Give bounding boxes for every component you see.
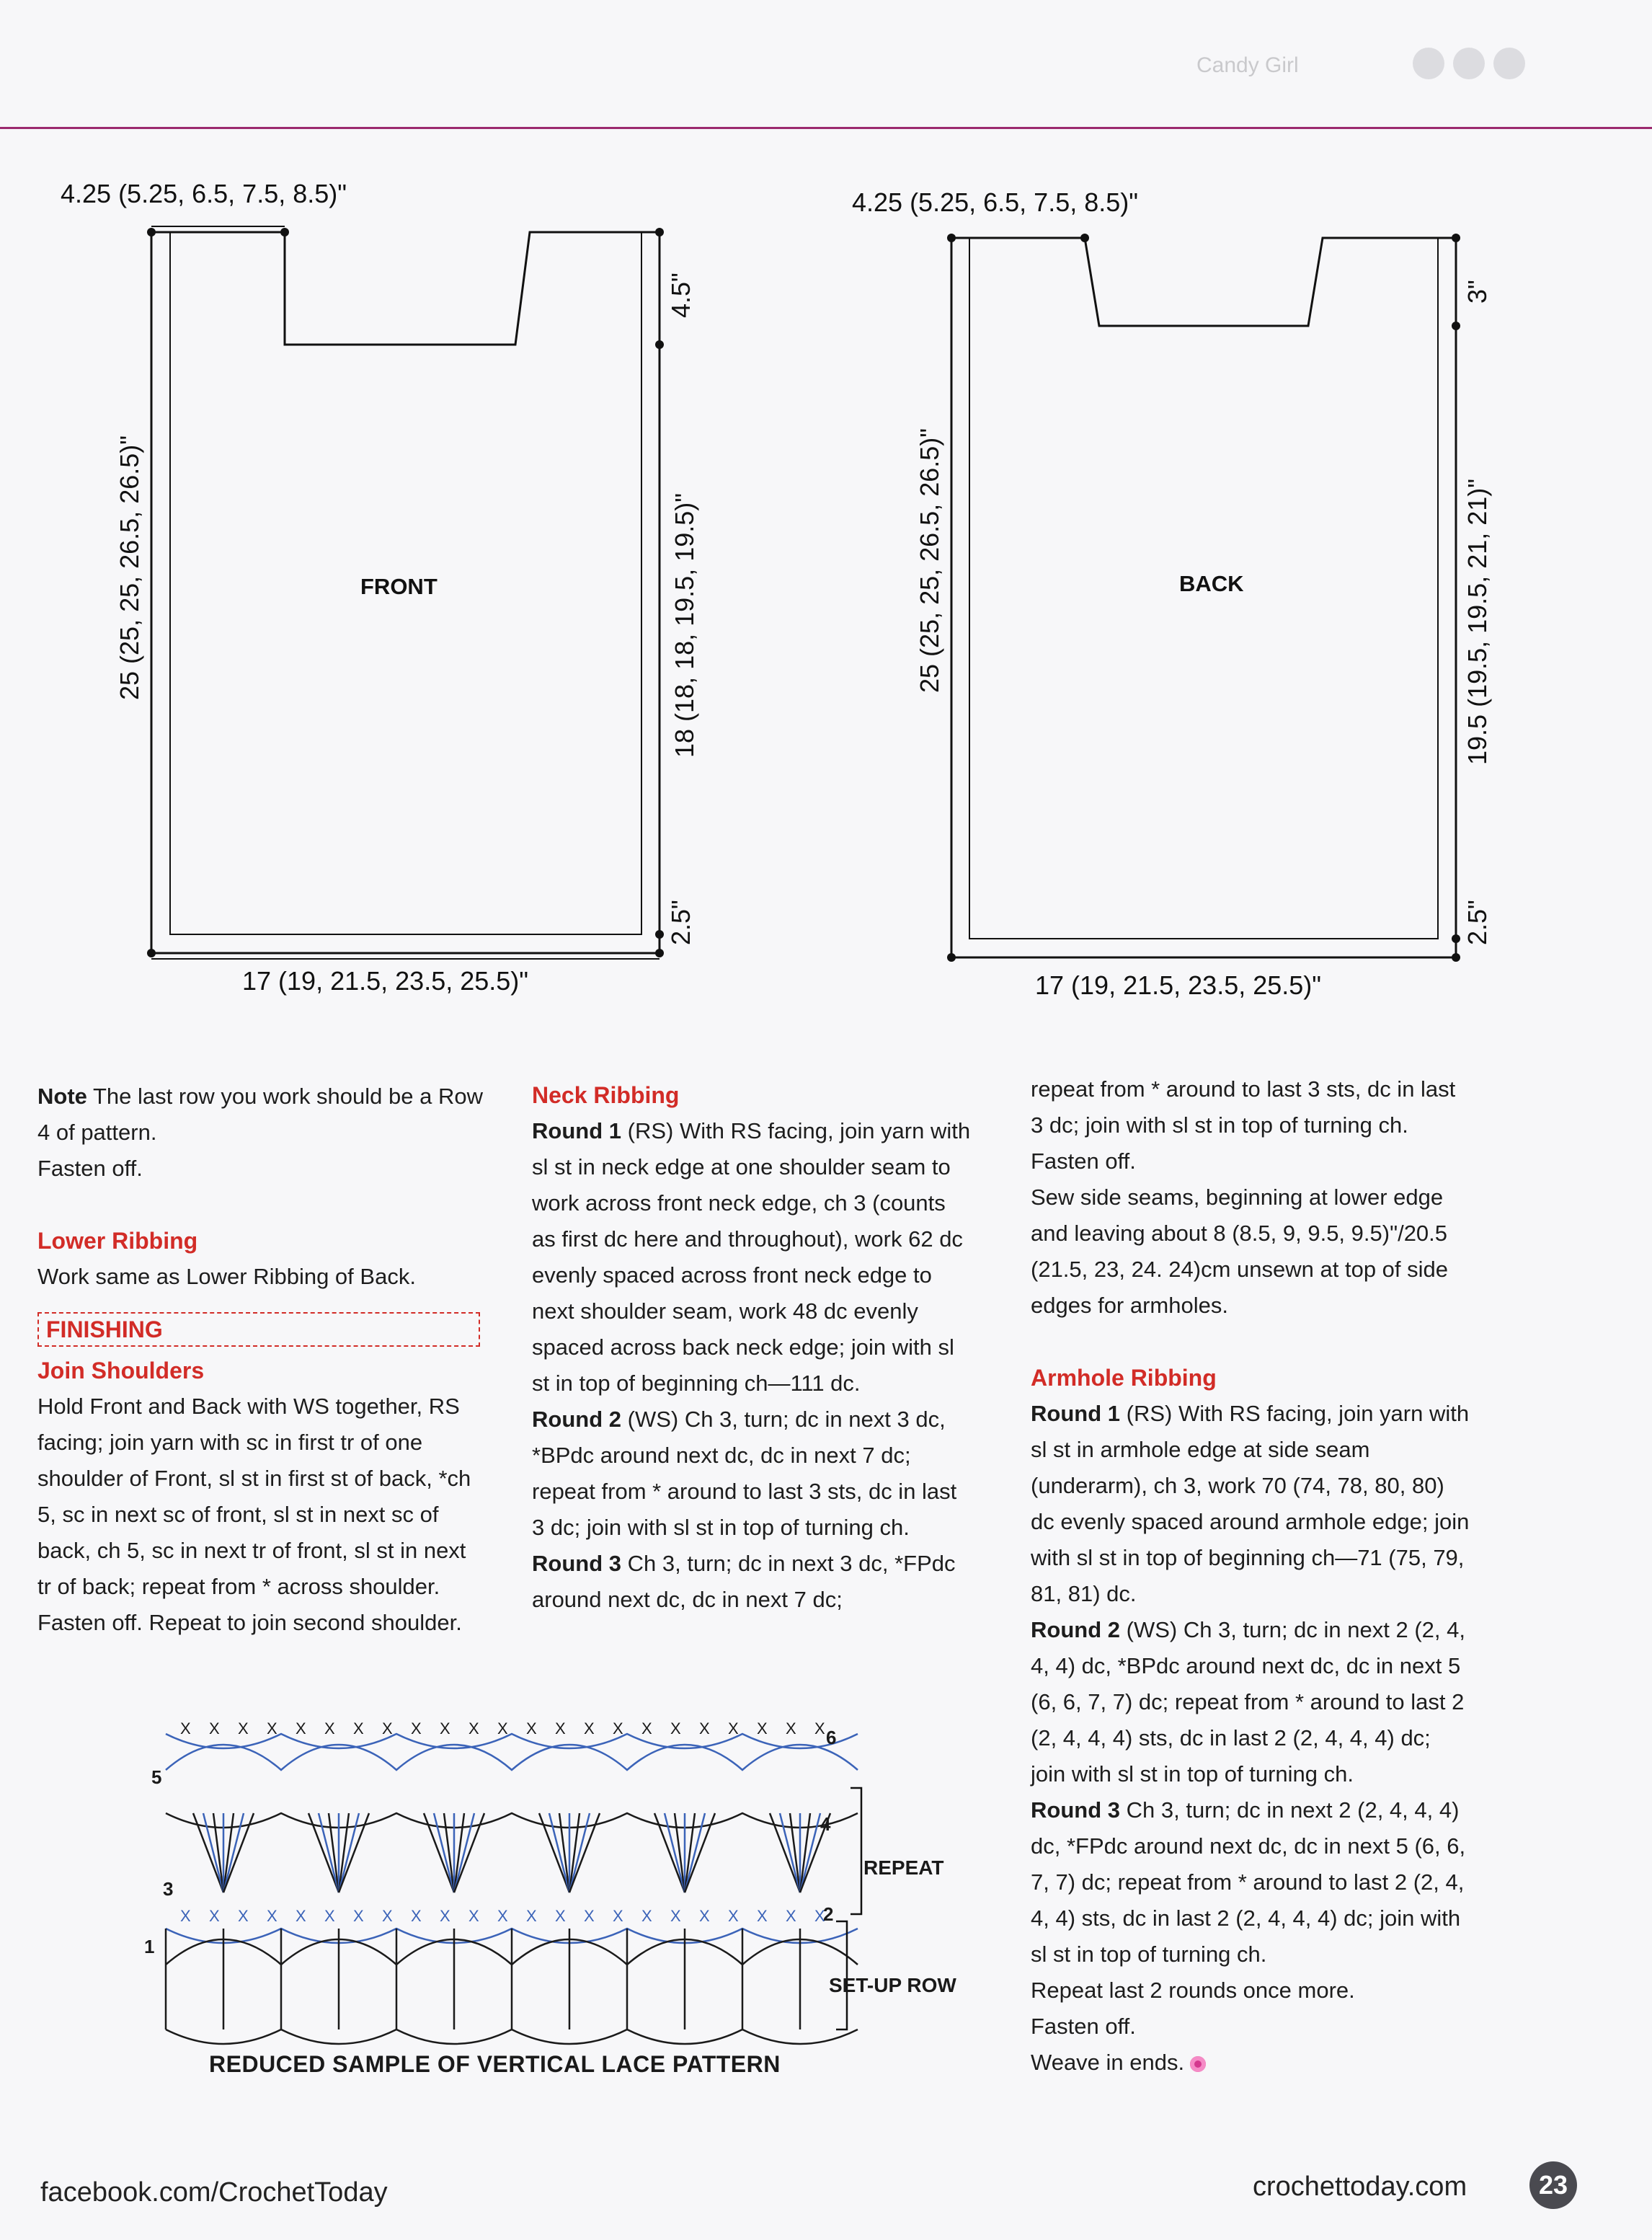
header-rule	[0, 127, 1652, 129]
single-crochet-symbol: X	[699, 1907, 710, 1925]
single-crochet-symbol: X	[670, 1907, 681, 1925]
single-crochet-symbol: X	[613, 1907, 623, 1925]
single-crochet-symbol: X	[440, 1719, 450, 1737]
double-crochet-stitch	[549, 1813, 569, 1893]
single-crochet-symbol: X	[353, 1907, 364, 1925]
armhole-round-1	[1031, 1396, 1470, 1612]
single-crochet-symbol: X	[584, 1907, 595, 1925]
note-text: The last row you work should be a Row 4 of pattern.	[37, 1084, 483, 1145]
back-neck-depth: 3"	[1462, 280, 1492, 304]
decorative-dot-icon	[1453, 48, 1485, 79]
row-number: 5	[151, 1766, 162, 1788]
single-crochet-symbol: X	[670, 1719, 681, 1737]
single-crochet-symbol: X	[209, 1719, 220, 1737]
repeat-bracket	[851, 1788, 861, 1914]
continued-text: repeat from * around to last 3 sts, dc in last 3 dc; join with sl st in top of turning ch. Fasten off.	[1031, 1076, 1456, 1174]
front-neck-depth: 4.5"	[666, 273, 696, 318]
single-crochet-symbol: X	[699, 1719, 710, 1737]
note-label: Note	[37, 1084, 87, 1109]
round-label: Round 1	[532, 1118, 621, 1143]
chain-arc-row	[166, 2029, 858, 2044]
double-crochet-stitch	[434, 1813, 454, 1893]
round-label: Round 3	[532, 1551, 621, 1576]
schematic-diagrams	[0, 166, 1652, 1031]
double-crochet-stitch	[800, 1813, 820, 1893]
single-crochet-symbol: X	[209, 1907, 220, 1925]
single-crochet-symbol: X	[786, 1907, 796, 1925]
single-crochet-symbol: X	[411, 1719, 422, 1737]
single-crochet-symbol: X	[641, 1719, 652, 1737]
front-top-width: 4.25 (5.25, 6.5, 7.5, 8.5)"	[61, 179, 347, 208]
note-paragraph	[37, 1079, 484, 1151]
single-crochet-symbol: X	[757, 1907, 768, 1925]
round-text: (RS) With RS facing, join yarn with sl st in neck edge at one shoulder seam to work across front neck edge, ch 3 (counts as first dc here and throughout), work 62 dc evenly spaced across front neck edge to next shoulder seam, work 48 dc evenly spaced across back neck edge; join with sl st in top of beginning ch—111 dc.	[532, 1118, 971, 1396]
weave-text: Weave in ends.	[1031, 2050, 1185, 2075]
weave-paragraph	[1031, 2045, 1470, 2081]
single-crochet-symbol: X	[584, 1719, 595, 1737]
single-crochet-symbol: X	[555, 1907, 566, 1925]
single-crochet-symbol: X	[324, 1719, 335, 1737]
single-crochet-symbol: X	[440, 1907, 450, 1925]
round-label: Round 2	[1031, 1617, 1120, 1642]
round-text: (RS) With RS facing, join yarn with sl st in armhole edge at side seam (underarm), ch 3, work 70 (74, 78, 80, 80) dc evenly spaced around armhole edge; join with sl st in top of beginning ch—71 (75, 79, 81, 81) dc.	[1031, 1401, 1470, 1606]
double-crochet-stitch	[569, 1813, 590, 1893]
single-crochet-symbol: X	[296, 1719, 306, 1737]
single-crochet-symbol: X	[382, 1719, 393, 1737]
single-crochet-symbol: X	[468, 1719, 479, 1737]
fasten-off-text: Fasten off.	[37, 1156, 143, 1181]
single-crochet-symbol: X	[555, 1719, 566, 1737]
back-bottom-width: 17 (19, 21.5, 23.5, 25.5)"	[1035, 970, 1322, 1000]
column-3	[1031, 1071, 1470, 2081]
round-text: Ch 3, turn; dc in next 2 (2, 4, 4, 4) dc, *FPdc around next dc, dc in next 5 (6, 6, 7, 7) dc; repeat from * around to last 2 (2, 4, 4, 4) sts, dc in last 2 (2, 4, 4, 4) dc; join with sl st in top of turning ch.	[1031, 1797, 1466, 1967]
single-crochet-symbol: X	[814, 1719, 825, 1737]
single-crochet-symbol: X	[497, 1907, 508, 1925]
single-crochet-symbol: X	[814, 1907, 825, 1925]
neck-ribbing-heading: Neck Ribbing	[532, 1082, 680, 1108]
row-number: 6	[826, 1727, 837, 1748]
back-label: BACK	[1179, 571, 1244, 596]
single-crochet-symbol: X	[526, 1719, 537, 1737]
lace-stitch-chart	[144, 1712, 980, 2087]
single-crochet-symbol: X	[238, 1719, 249, 1737]
single-crochet-symbol: X	[267, 1907, 277, 1925]
round-text: Ch 3, turn; dc in next 3 dc, *FPdc around next dc, dc in next 7 dc;	[532, 1551, 956, 1612]
single-crochet-symbol: X	[728, 1719, 739, 1737]
row-number: 2	[823, 1903, 834, 1925]
page-number-badge: 23	[1529, 2161, 1577, 2209]
neck-round-1	[532, 1113, 972, 1402]
back-outline	[951, 238, 1456, 957]
row-number: 3	[163, 1878, 174, 1900]
round-label: Round 3	[1031, 1797, 1120, 1823]
front-label: FRONT	[360, 574, 438, 599]
double-crochet-stitch	[339, 1813, 359, 1893]
double-crochet-stitch	[685, 1813, 705, 1893]
armhole-round-3	[1031, 1792, 1470, 1973]
footer-website-link[interactable]: crochettoday.com	[1253, 2172, 1467, 2202]
front-bottom-width: 17 (19, 21.5, 23.5, 25.5)"	[242, 966, 529, 996]
repeat-text: Repeat last 2 rounds once more.	[1031, 1978, 1355, 2003]
single-crochet-symbol: X	[324, 1907, 335, 1925]
front-body-length: 18 (18, 18, 19.5, 19.5)"	[670, 492, 699, 758]
double-crochet-stitch	[665, 1813, 685, 1893]
fasten-off-text: Fasten off.	[1031, 2014, 1136, 2039]
double-crochet-stitch	[319, 1813, 339, 1893]
setup-row-label: SET-UP ROW	[829, 1974, 956, 1996]
column-2	[532, 1077, 972, 1618]
single-crochet-symbol: X	[267, 1719, 277, 1737]
single-crochet-symbol: X	[296, 1907, 306, 1925]
round-text: (WS) Ch 3, turn; dc in next 3 dc, *BPdc around next dc, dc in next 7 dc; repeat from * around to last 3 sts, dc in last 3 dc; join with sl st in top of turning ch.	[532, 1407, 957, 1540]
end-bullet-icon	[1190, 2056, 1206, 2072]
single-crochet-symbol: X	[613, 1719, 623, 1737]
neck-round-3	[532, 1546, 972, 1618]
schematic-lines	[0, 166, 1652, 1031]
armhole-ribbing-heading: Armhole Ribbing	[1031, 1365, 1217, 1391]
lower-ribbing-heading: Lower Ribbing	[37, 1228, 198, 1254]
back-total-length: 25 (25, 25, 26.5, 26.5)"	[915, 428, 944, 693]
single-crochet-symbol: X	[526, 1907, 537, 1925]
single-crochet-symbol: X	[757, 1719, 768, 1737]
footer-facebook-link[interactable]: facebook.com/CrochetToday	[40, 2177, 388, 2208]
double-crochet-stitch	[223, 1813, 244, 1893]
magazine-tag: Candy Girl	[1196, 53, 1299, 77]
single-crochet-symbol: X	[382, 1907, 393, 1925]
single-crochet-symbol: X	[728, 1907, 739, 1925]
double-crochet-stitch	[780, 1813, 800, 1893]
single-crochet-symbol: X	[468, 1907, 479, 1925]
single-crochet-symbol: X	[238, 1907, 249, 1925]
decorative-dot-icon	[1493, 48, 1525, 79]
single-crochet-symbol: X	[641, 1907, 652, 1925]
lace-chart-caption: REDUCED SAMPLE OF VERTICAL LACE PATTERN	[209, 2051, 781, 2077]
repeat-label: REPEAT	[863, 1856, 944, 1879]
front-total-length: 25 (25, 25, 26.5, 26.5)"	[115, 435, 144, 700]
join-shoulders-heading: Join Shoulders	[37, 1358, 205, 1384]
finishing-heading: FINISHING	[37, 1312, 480, 1347]
column-1	[37, 1079, 484, 1641]
row-number: 4	[820, 1813, 831, 1835]
header-decoration	[1413, 48, 1557, 84]
round-text: (WS) Ch 3, turn; dc in next 2 (2, 4, 4, 4) dc, *BPdc around next dc, dc in next 5 (6, 6, 7, 7) dc; repeat from * around to last 2 (2, 4, 4, 4) sts, dc in last 2 (2, 4, 4, 4) dc; join with sl st in top of turning ch.	[1031, 1617, 1465, 1787]
chain-arc-row	[166, 1813, 858, 1828]
round-label: Round 2	[532, 1407, 621, 1432]
lower-ribbing-text: Work same as Lower Ribbing of Back.	[37, 1264, 416, 1289]
single-crochet-symbol: X	[180, 1719, 191, 1737]
neck-round-2	[532, 1402, 972, 1546]
double-crochet-stitch	[454, 1813, 474, 1893]
chain-arc-row	[166, 1745, 858, 1770]
single-crochet-symbol: X	[353, 1719, 364, 1737]
single-crochet-symbol: X	[786, 1719, 796, 1737]
front-ribbing-depth: 2.5"	[666, 900, 696, 945]
single-crochet-symbol: X	[411, 1907, 422, 1925]
single-crochet-symbol: X	[497, 1719, 508, 1737]
single-crochet-symbol: X	[180, 1907, 191, 1925]
back-top-width: 4.25 (5.25, 6.5, 7.5, 8.5)"	[852, 187, 1139, 217]
round-label: Round 1	[1031, 1401, 1120, 1426]
decorative-dot-icon	[1413, 48, 1444, 79]
join-shoulders-text: Hold Front and Back with WS together, RS facing; join yarn with sc in first tr of one shoulder of Front, sl st in first st of back, *ch 5, sc in next sc of front, sl st in next sc of back, ch 5, sc in next tr of front, sl st in next tr of back; repeat from * across shoulder. Fasten off. Repeat to join second shoulder.	[37, 1394, 471, 1635]
double-crochet-stitch	[203, 1813, 223, 1893]
row-number: 1	[144, 1936, 155, 1957]
back-ribbing-depth: 2.5"	[1462, 900, 1492, 945]
back-body-length: 19.5 (19.5, 19.5, 21, 21)"	[1462, 478, 1492, 765]
armhole-round-2	[1031, 1612, 1470, 1792]
side-seams-text: Sew side seams, beginning at lower edge and leaving about 8 (8.5, 9, 9.5, 9.5)"/20.5 (21.5, 23, 24. 24)cm unsewn at top of side edges for armholes.	[1031, 1185, 1449, 1318]
